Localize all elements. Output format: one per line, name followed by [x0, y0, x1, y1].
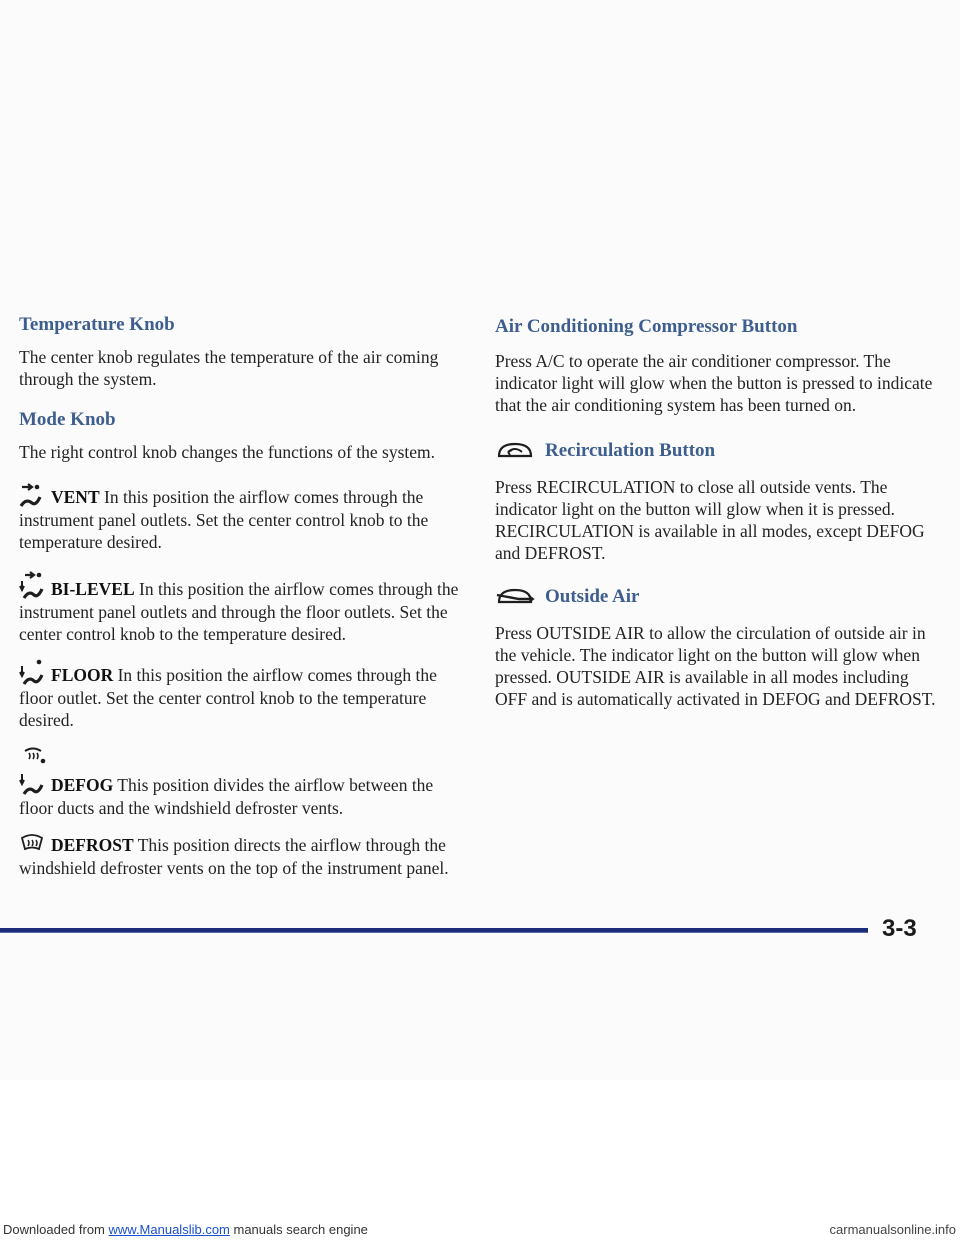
defrost-text: This position directs the airflow through the windshield defroster vents on the top of the instrument panel. [19, 835, 449, 878]
recirculation-heading-row [495, 438, 940, 464]
defrost-mode-paragraph [19, 833, 469, 879]
footer-download-note [3, 1222, 368, 1237]
bi-level-text: In this position the airflow comes through the instrument panel outlets and through the floor outlets. Set the center control knob to the temperature desired. [19, 579, 459, 644]
ac-compressor-text: Press A/C to operate the air conditioner compressor. The indicator light will glow when the button is pressed to indicate that the air conditioning system has been turned on. [495, 351, 933, 415]
left-column [19, 312, 469, 879]
defog-text: This position divides the airflow between the floor ducts and the windshield defroster vents. [19, 775, 434, 818]
mode-knob-heading: Mode Knob [19, 409, 116, 430]
outside-air-heading: Outside Air [545, 586, 640, 607]
recirculation-heading: Recirculation Button [545, 440, 716, 461]
outside-air-icon [495, 587, 535, 607]
bi-level-mode-paragraph [19, 567, 469, 645]
temperature-knob-heading: Temperature Knob [19, 314, 175, 335]
footer-watermark: carmanualsonline.info [829, 1222, 956, 1237]
defog-icon [19, 769, 45, 797]
page-number: 3-3 [882, 915, 917, 942]
vent-icon [19, 479, 45, 509]
vent-text: In this position the airflow comes through the instrument panel outlets. Set the center control knob to the temperature desired. [19, 487, 429, 552]
bi-level-label: BI-LEVEL [51, 579, 135, 599]
outside-air-heading-row [495, 584, 940, 610]
manualslib-link[interactable]: www.Manualslib.com [108, 1222, 230, 1237]
vent-label: VENT [51, 487, 100, 507]
floor-label: FLOOR [51, 665, 114, 685]
ac-compressor-heading: Air Conditioning Compressor Button [495, 316, 798, 337]
outside-air-text: Press OUTSIDE AIR to allow the circulation of outside air in the vehicle. The indicator light on the button will glow when pressed. OUTSIDE AIR is available in all modes including OFF and is automatically activated in DEFOG and DEFROST. [495, 623, 936, 709]
defrost-icon [19, 833, 45, 857]
vent-mode-paragraph [19, 479, 469, 553]
floor-mode-paragraph [19, 657, 469, 731]
defog-mode-paragraph [19, 745, 469, 819]
bottom-rule-thin [0, 932, 868, 933]
temperature-knob-text: The center knob regulates the temperature of the air coming through the system. [19, 347, 439, 389]
mode-knob-text: The right control knob changes the functions of the system. [19, 442, 436, 462]
defog-label: DEFOG [51, 775, 114, 795]
floor-icon [19, 657, 45, 687]
recirculation-icon [495, 441, 535, 461]
right-column [495, 314, 940, 710]
footer-prefix: Downloaded from [3, 1222, 109, 1237]
footer-suffix: manuals search engine [229, 1222, 368, 1237]
footer [0, 1218, 960, 1242]
floor-text: In this position the airflow comes through the floor outlet. Set the center control knob to the temperature desired. [19, 665, 437, 730]
recirculation-text: Press RECIRCULATION to close all outside vents. The indicator light on the button will glow when it is pressed. RECIRCULATION is available in all modes, except DEFOG and DEFROST. [495, 477, 925, 563]
defrost-label: DEFROST [51, 835, 134, 855]
bi-level-icon [19, 567, 45, 601]
